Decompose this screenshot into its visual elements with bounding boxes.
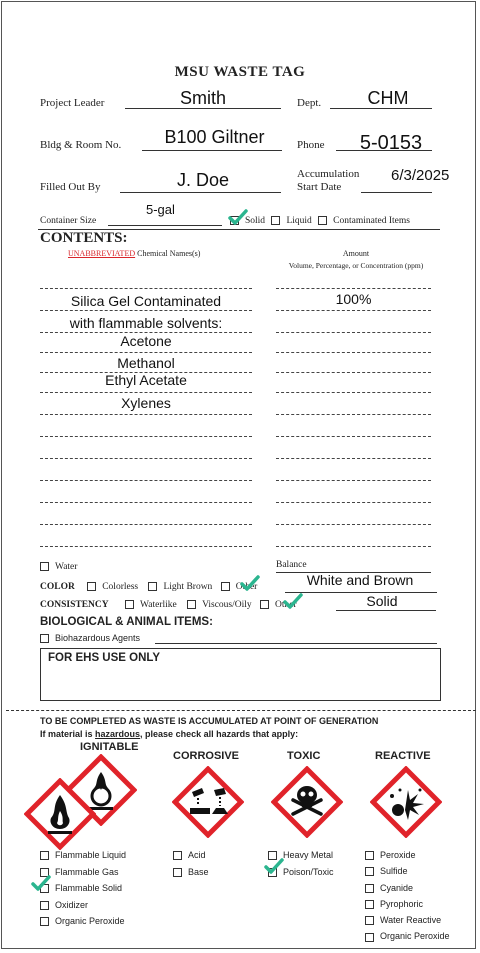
container-size-line — [108, 225, 222, 226]
amount-subheader: Volume, Percentage, or Concentration (ppm) — [288, 261, 424, 270]
instructions-pre: If material is — [40, 729, 96, 739]
skull-pictogram-icon — [271, 766, 343, 838]
instructions-post: , please check all hazards that apply: — [140, 729, 299, 739]
chemical-entry-line — [40, 352, 252, 353]
waterlike-option: Waterlike — [140, 600, 177, 610]
water-reactive-checkbox[interactable] — [365, 916, 374, 925]
light-brown-option: Light Brown — [163, 582, 213, 592]
hazard-item — [40, 900, 126, 917]
chemical-entry-line — [40, 288, 252, 289]
chemical-entry-line — [40, 414, 252, 415]
tear-line — [6, 710, 476, 711]
flame-pictogram-icon — [24, 778, 96, 850]
flammable-gas-label: Flammable Gas — [55, 866, 119, 877]
reactive-list — [365, 850, 450, 948]
colorless-checkbox[interactable] — [87, 582, 96, 591]
sulfide-checkbox[interactable] — [365, 867, 374, 876]
water-item — [40, 562, 77, 572]
toxic-heading: TOXIC — [287, 750, 321, 762]
hazard-item — [365, 915, 450, 931]
ignitable-list — [40, 850, 126, 933]
biohazard-checkbox[interactable] — [40, 634, 49, 643]
hazard-item — [40, 883, 126, 900]
consistency-other-checkbox[interactable] — [260, 600, 269, 609]
biohazard-label: Biohazardous Agents — [55, 633, 141, 643]
oxidizer-checkbox[interactable] — [40, 901, 49, 910]
consistency-check-mark — [283, 591, 303, 611]
base-checkbox[interactable] — [173, 868, 182, 877]
hazard-item — [40, 867, 126, 884]
container-options — [230, 216, 410, 226]
chemical-entry-line — [40, 310, 252, 311]
contents-heading: CONTENTS: — [40, 230, 128, 246]
contaminated-checkbox[interactable] — [318, 216, 327, 225]
filled-out-by-field[interactable]: J. Doe — [176, 170, 230, 190]
filled-out-by-label: Filled Out By — [40, 181, 101, 193]
amount-entry-line — [276, 546, 431, 547]
flammable-solid-label: Flammable Solid — [55, 883, 123, 893]
amount-entry-line — [276, 310, 431, 311]
amount-entry-line — [276, 524, 431, 525]
color-other-field[interactable]: White and Brown — [306, 572, 414, 588]
ehs-label: FOR EHS USE ONLY — [48, 652, 161, 664]
water-label: Water — [55, 562, 78, 572]
instructions-hazardous: hazardous — [95, 729, 141, 739]
oxidizer-label: Oxidizer — [55, 899, 89, 910]
consistency-row — [40, 600, 297, 610]
unabbreviated-label: UNABBREVIATED — [68, 249, 136, 258]
amount-header: Amount — [342, 249, 370, 258]
amount-entry-line — [276, 502, 431, 503]
hazard-item — [365, 931, 450, 947]
solid-check-mark — [228, 207, 248, 227]
dept-field[interactable]: CHM — [367, 88, 409, 108]
amount-entry-line — [276, 458, 431, 459]
instructions-line1: TO BE COMPLETED AS WASTE IS ACCUMULATED AT POINT OF GENERATION — [40, 716, 379, 726]
reactive-organic-peroxide-label: Organic Peroxide — [380, 931, 450, 942]
amount-entry-line — [276, 372, 431, 373]
chemical-entry-line — [40, 480, 252, 481]
hazard-item — [365, 850, 450, 866]
cyanide-label: Cyanide — [380, 882, 414, 893]
amount-entry-line — [276, 414, 431, 415]
start-date-field[interactable]: 6/3/2025 — [391, 167, 450, 184]
corrosive-pictogram-icon — [172, 766, 244, 838]
amount-entry-line — [276, 392, 431, 393]
waterlike-checkbox[interactable] — [125, 600, 134, 609]
color-other-option: Other — [235, 582, 258, 592]
amount-entry-line — [276, 288, 431, 289]
color-other-checkbox[interactable] — [221, 582, 230, 591]
colorless-option: Colorless — [102, 582, 139, 592]
chemical-entry-line — [40, 502, 252, 503]
consistency-label: CONSISTENCY — [40, 600, 109, 610]
hazard-item — [365, 866, 450, 882]
bio-item — [40, 633, 140, 643]
bio-heading: BIOLOGICAL & ANIMAL ITEMS: — [40, 616, 213, 628]
chemical-entry-line — [40, 458, 252, 459]
ehs-box — [40, 648, 441, 701]
bldg-room-field[interactable]: B100 Giltner — [164, 127, 265, 147]
pyrophoric-checkbox[interactable] — [365, 900, 374, 909]
accumulation-label: Accumulation — [297, 168, 360, 180]
hazard-item — [173, 867, 209, 884]
hazard-item — [40, 916, 126, 933]
solid-option: Solid — [245, 216, 266, 226]
chemical-entry-line — [40, 546, 252, 547]
reactive-heading: REACTIVE — [375, 750, 431, 762]
chemical-entry-line — [40, 392, 252, 393]
chemical-row-2[interactable]: with flammable solvents: — [69, 315, 223, 331]
water-checkbox[interactable] — [40, 562, 49, 571]
organic-peroxide-checkbox[interactable] — [40, 917, 49, 926]
bldg-room-line — [142, 150, 282, 151]
filled-out-by-line — [120, 192, 281, 193]
amount-entry-line — [276, 352, 431, 353]
contaminated-option: Contaminated Items — [333, 216, 410, 226]
acid-checkbox[interactable] — [173, 851, 182, 860]
consistency-other-option: Other — [275, 600, 297, 610]
chemical-row-3[interactable]: Acetone — [120, 333, 172, 349]
pyrophoric-label: Pyrophoric — [380, 898, 424, 909]
flammable-solid-check-mark — [31, 873, 51, 893]
phone-field[interactable]: 5-0153 — [359, 132, 423, 154]
liquid-option: Liquid — [286, 216, 312, 226]
amount-entry-line — [276, 480, 431, 481]
container-size-label: Container Size — [40, 216, 97, 226]
dept-label: Dept. — [297, 97, 322, 109]
phone-label: Phone — [297, 139, 325, 151]
amount-row-1[interactable]: 100% — [335, 291, 372, 307]
flammable-liquid-checkbox[interactable] — [40, 851, 49, 860]
poison-toxic-check-mark — [264, 856, 284, 876]
viscous-option: Viscous/Oily — [202, 600, 252, 610]
color-row — [40, 582, 257, 592]
cyanide-checkbox[interactable] — [365, 884, 374, 893]
chemical-row-6[interactable]: Xylenes — [121, 395, 171, 411]
base-label: Base — [188, 866, 209, 877]
organic-peroxide-label: Organic Peroxide — [55, 916, 125, 926]
color-check-mark — [240, 573, 260, 593]
peroxide-label: Peroxide — [380, 850, 416, 860]
project-leader-field[interactable]: Smith — [179, 88, 226, 108]
water-reactive-label: Water Reactive — [380, 915, 442, 926]
chemical-row-5[interactable]: Ethyl Acetate — [105, 372, 187, 388]
consistency-other-line — [336, 610, 436, 611]
chemical-names-header — [68, 249, 200, 258]
chemical-entry-line — [40, 436, 252, 437]
instructions-line2 — [40, 729, 298, 739]
flammable-liquid-label: Flammable Liquid — [55, 850, 127, 860]
chemical-names-label: Chemical Names(s) — [137, 249, 201, 258]
container-size-field[interactable]: 5-gal — [146, 202, 175, 217]
consistency-other-field[interactable]: Solid — [366, 593, 398, 609]
poison-toxic-label: Poison/Toxic — [283, 866, 334, 877]
liquid-checkbox[interactable] — [271, 216, 280, 225]
heavy-metal-label: Heavy Metal — [283, 850, 334, 860]
hazard-item — [173, 850, 209, 867]
hazard-item — [365, 899, 450, 915]
sulfide-label: Sulfide — [380, 866, 408, 877]
tag-title: MSU WASTE TAG — [174, 64, 306, 80]
reactive-organic-peroxide-checkbox[interactable] — [365, 933, 374, 942]
color-label: COLOR — [40, 582, 75, 592]
hazard-item — [40, 850, 126, 867]
balance-label: Balance — [276, 560, 307, 570]
corrosive-list — [173, 850, 209, 883]
viscous-checkbox[interactable] — [187, 600, 196, 609]
start-date-label: Start Date — [297, 181, 342, 193]
hazard-item — [365, 883, 450, 899]
chemical-row-4[interactable]: Methanol — [117, 355, 175, 371]
peroxide-checkbox[interactable] — [365, 851, 374, 860]
corrosive-heading: CORROSIVE — [173, 750, 240, 762]
ignitable-heading: IGNITABLE — [80, 741, 139, 753]
chemical-row-1[interactable]: Silica Gel Contaminated — [70, 293, 222, 309]
explosive-pictogram-icon — [370, 766, 442, 838]
amount-entry-line — [276, 332, 431, 333]
bio-line — [155, 643, 437, 644]
amount-entry-line — [276, 436, 431, 437]
bldg-room-label: Bldg & Room No. — [40, 139, 122, 151]
acid-label: Acid — [188, 850, 206, 860]
project-leader-label: Project Leader — [40, 97, 105, 109]
light-brown-checkbox[interactable] — [148, 582, 157, 591]
start-date-line — [361, 192, 432, 193]
chemical-entry-line — [40, 524, 252, 525]
